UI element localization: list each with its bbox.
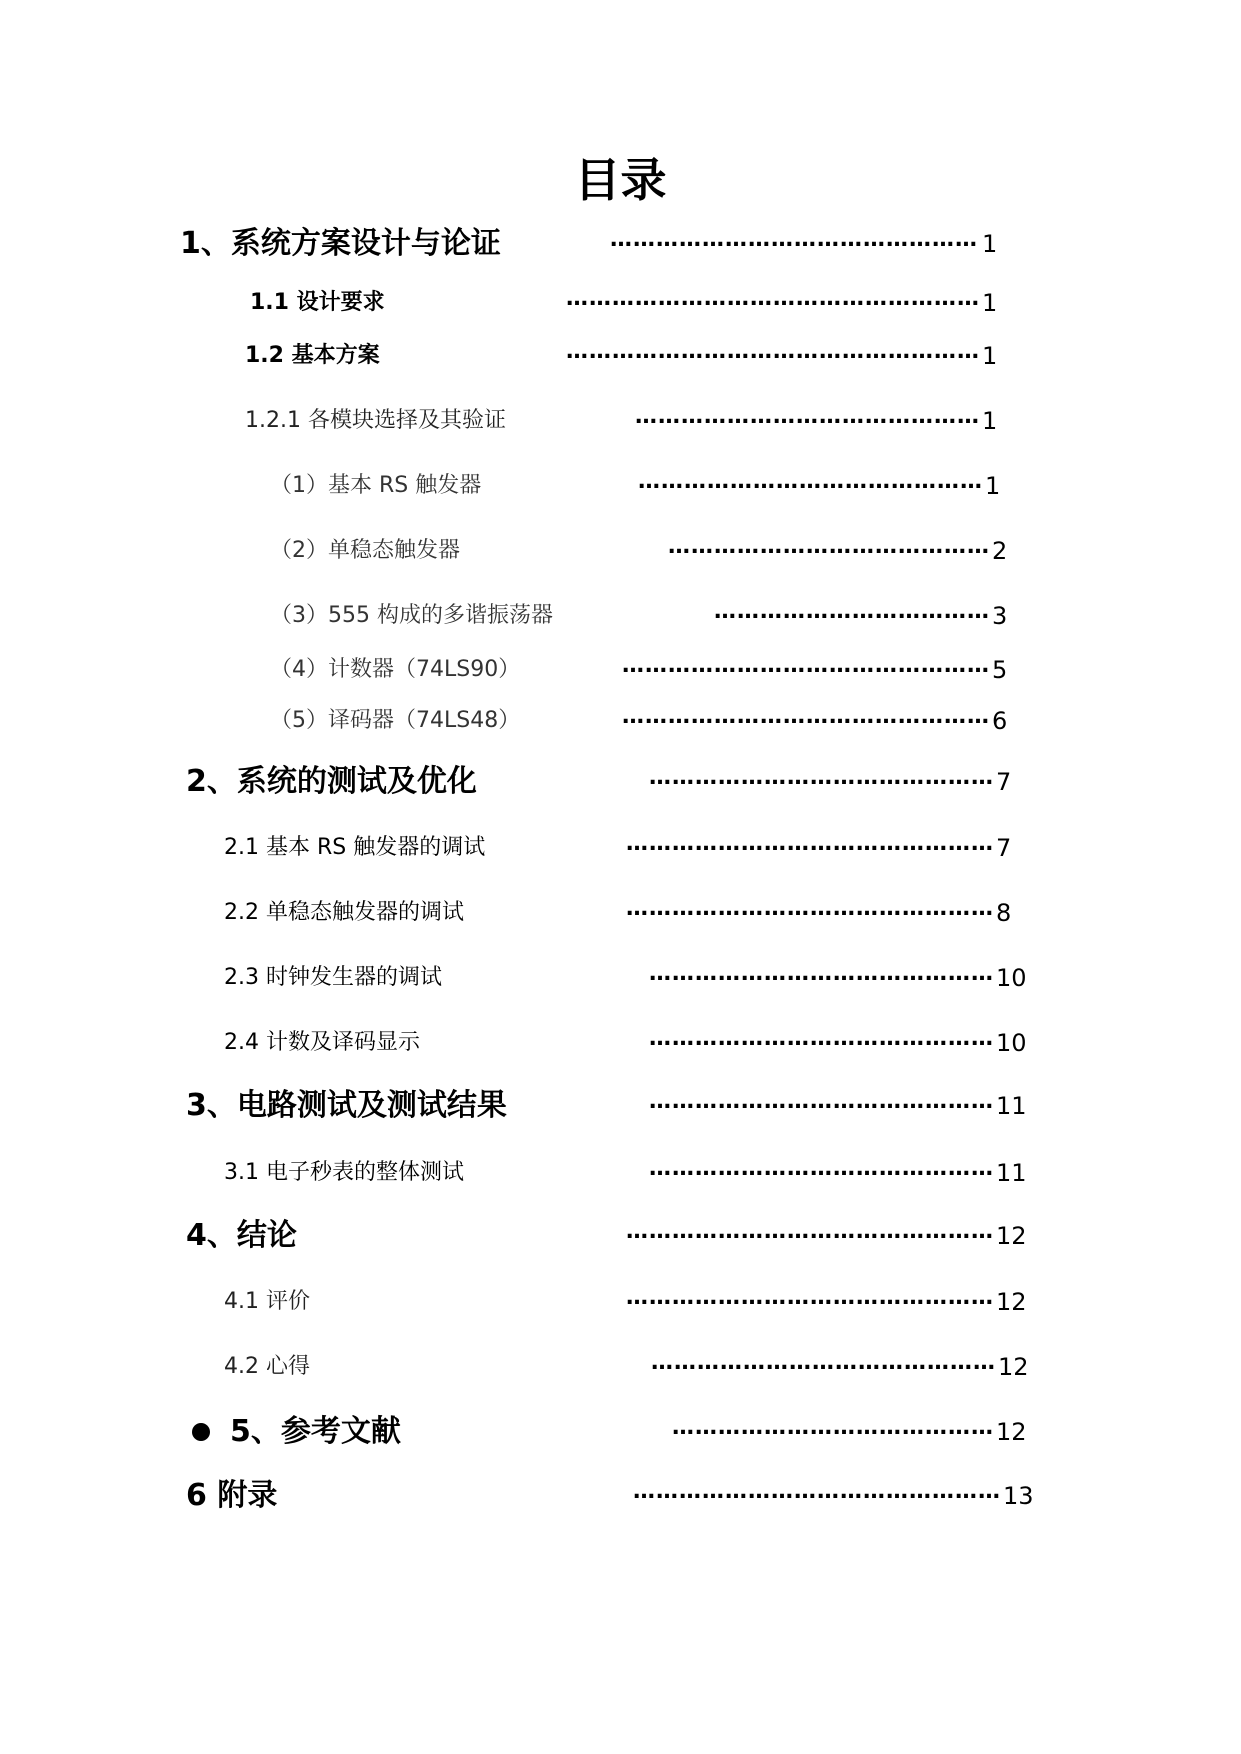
toc-entry-label: （3）555 构成的多谐振荡器	[270, 603, 553, 628]
toc-entry[interactable]	[0, 1349, 1241, 1385]
toc-entry-label: 1.2 基本方案	[245, 343, 380, 368]
toc-entry-label: 2、系统的测试及优化	[186, 764, 477, 799]
toc-entry[interactable]	[0, 1284, 1241, 1320]
toc-page-number: 10	[996, 1029, 1027, 1057]
toc-entry-label: （1）基本 RS 触发器	[270, 473, 482, 498]
toc-page-number: 2	[992, 537, 1008, 565]
toc-leader-dots: …………………………………………	[626, 896, 994, 921]
toc-entry-label: （2）单稳态触发器	[270, 538, 460, 563]
toc-entry-label: 2.3 时钟发生器的调试	[224, 965, 442, 990]
toc-entry[interactable]	[0, 226, 1241, 262]
toc-leader-dots: ………………………………………	[649, 765, 994, 790]
toc-page-number: 11	[996, 1092, 1027, 1120]
toc-entry[interactable]	[0, 598, 1241, 634]
toc-page-number: 7	[996, 834, 1012, 862]
toc-page-number: 3	[992, 602, 1008, 630]
toc-entry[interactable]	[0, 1478, 1241, 1514]
toc-entry[interactable]	[0, 1155, 1241, 1191]
toc-entry[interactable]	[0, 1025, 1241, 1061]
toc-page-number: 1	[982, 342, 998, 370]
toc-page-number: 1	[982, 289, 998, 317]
toc-leader-dots: ………………………………………	[635, 404, 980, 429]
toc-leader-dots: …………………………………………	[622, 704, 990, 729]
toc-entry-label: 2.1 基本 RS 触发器的调试	[224, 835, 486, 860]
toc-page-number: 5	[992, 656, 1008, 684]
toc-page-number: 12	[998, 1353, 1029, 1381]
toc-leader-dots: ……………………………………	[672, 1415, 994, 1440]
toc-page-number: 1	[982, 230, 998, 258]
toc-leader-dots: …………………………………………	[622, 653, 990, 678]
toc-entry[interactable]	[0, 960, 1241, 996]
toc-entry[interactable]	[0, 338, 1241, 374]
toc-entry-label: 1、系统方案设计与论证	[180, 226, 501, 261]
toc-entry[interactable]	[0, 533, 1241, 569]
toc-leader-dots: …………………………………………	[626, 831, 994, 856]
toc-page-number: 12	[996, 1222, 1027, 1250]
toc-entry-label: 2.4 计数及译码显示	[224, 1030, 420, 1055]
toc-entry[interactable]	[0, 764, 1241, 800]
toc-entry-label: 4.1 评价	[224, 1289, 310, 1314]
toc-page-number: 13	[1003, 1482, 1034, 1510]
toc-page-number: 8	[996, 899, 1012, 927]
toc-leader-dots: ………………………………………	[638, 469, 983, 494]
toc-leader-dots: ………………………………	[714, 599, 990, 624]
toc-entry-label: 6 附录	[186, 1478, 278, 1513]
toc-entry-label: 3.1 电子秒表的整体测试	[224, 1160, 464, 1185]
toc-page-number: 12	[996, 1288, 1027, 1316]
toc-page-number: 10	[996, 964, 1027, 992]
toc-entry-label: （5）译码器（74LS48）	[270, 708, 521, 733]
toc-entry[interactable]	[0, 1218, 1241, 1254]
toc-entry[interactable]	[0, 285, 1241, 321]
toc-page-number: 12	[996, 1418, 1027, 1446]
toc-leader-dots: ……………………………………	[668, 534, 990, 559]
toc-entry-label: 1.1 设计要求	[250, 290, 385, 315]
toc-entry[interactable]	[0, 830, 1241, 866]
toc-entry-label: 1.2.1 各模块选择及其验证	[245, 408, 506, 433]
toc-leader-dots: ………………………………………	[649, 1089, 994, 1114]
bullet-icon	[192, 1423, 210, 1441]
toc-entry-label: 3、电路测试及测试结果	[186, 1088, 507, 1123]
toc-leader-dots: …………………………………………	[610, 227, 978, 252]
toc-leader-dots: ………………………………………	[649, 961, 994, 986]
toc-entry[interactable]	[0, 468, 1241, 504]
toc-leader-dots: ………………………………………	[649, 1156, 994, 1181]
toc-leader-dots: …………………………………………	[633, 1479, 1001, 1504]
toc-leader-dots: ………………………………………	[649, 1026, 994, 1051]
toc-entry[interactable]	[0, 895, 1241, 931]
toc-page-number: 1	[982, 407, 998, 435]
toc-leader-dots: ………………………………………	[651, 1350, 996, 1375]
toc-page-number: 6	[992, 707, 1008, 735]
toc-entry[interactable]	[0, 1088, 1241, 1124]
toc-entry[interactable]	[0, 1414, 1241, 1450]
toc-leader-dots: ………………………………………………	[566, 339, 980, 364]
toc-entry[interactable]	[0, 652, 1241, 688]
toc-entry-label: 4.2 心得	[224, 1354, 310, 1379]
toc-leader-dots: …………………………………………	[626, 1285, 994, 1310]
toc-entry[interactable]	[0, 703, 1241, 739]
toc-leader-dots: ………………………………………………	[566, 286, 980, 311]
toc-entry-label: 5、参考文献	[230, 1414, 401, 1449]
toc-entry-label: 2.2 单稳态触发器的调试	[224, 900, 464, 925]
toc-page-number: 1	[985, 472, 1001, 500]
toc-page-number: 7	[996, 768, 1012, 796]
toc-page-number: 11	[996, 1159, 1027, 1187]
toc-entry[interactable]	[0, 403, 1241, 439]
toc-entry-label: 4、结论	[186, 1218, 297, 1253]
page-title: 目录	[574, 153, 667, 207]
toc-entry-label: （4）计数器（74LS90）	[270, 657, 521, 682]
toc-leader-dots: …………………………………………	[626, 1219, 994, 1244]
